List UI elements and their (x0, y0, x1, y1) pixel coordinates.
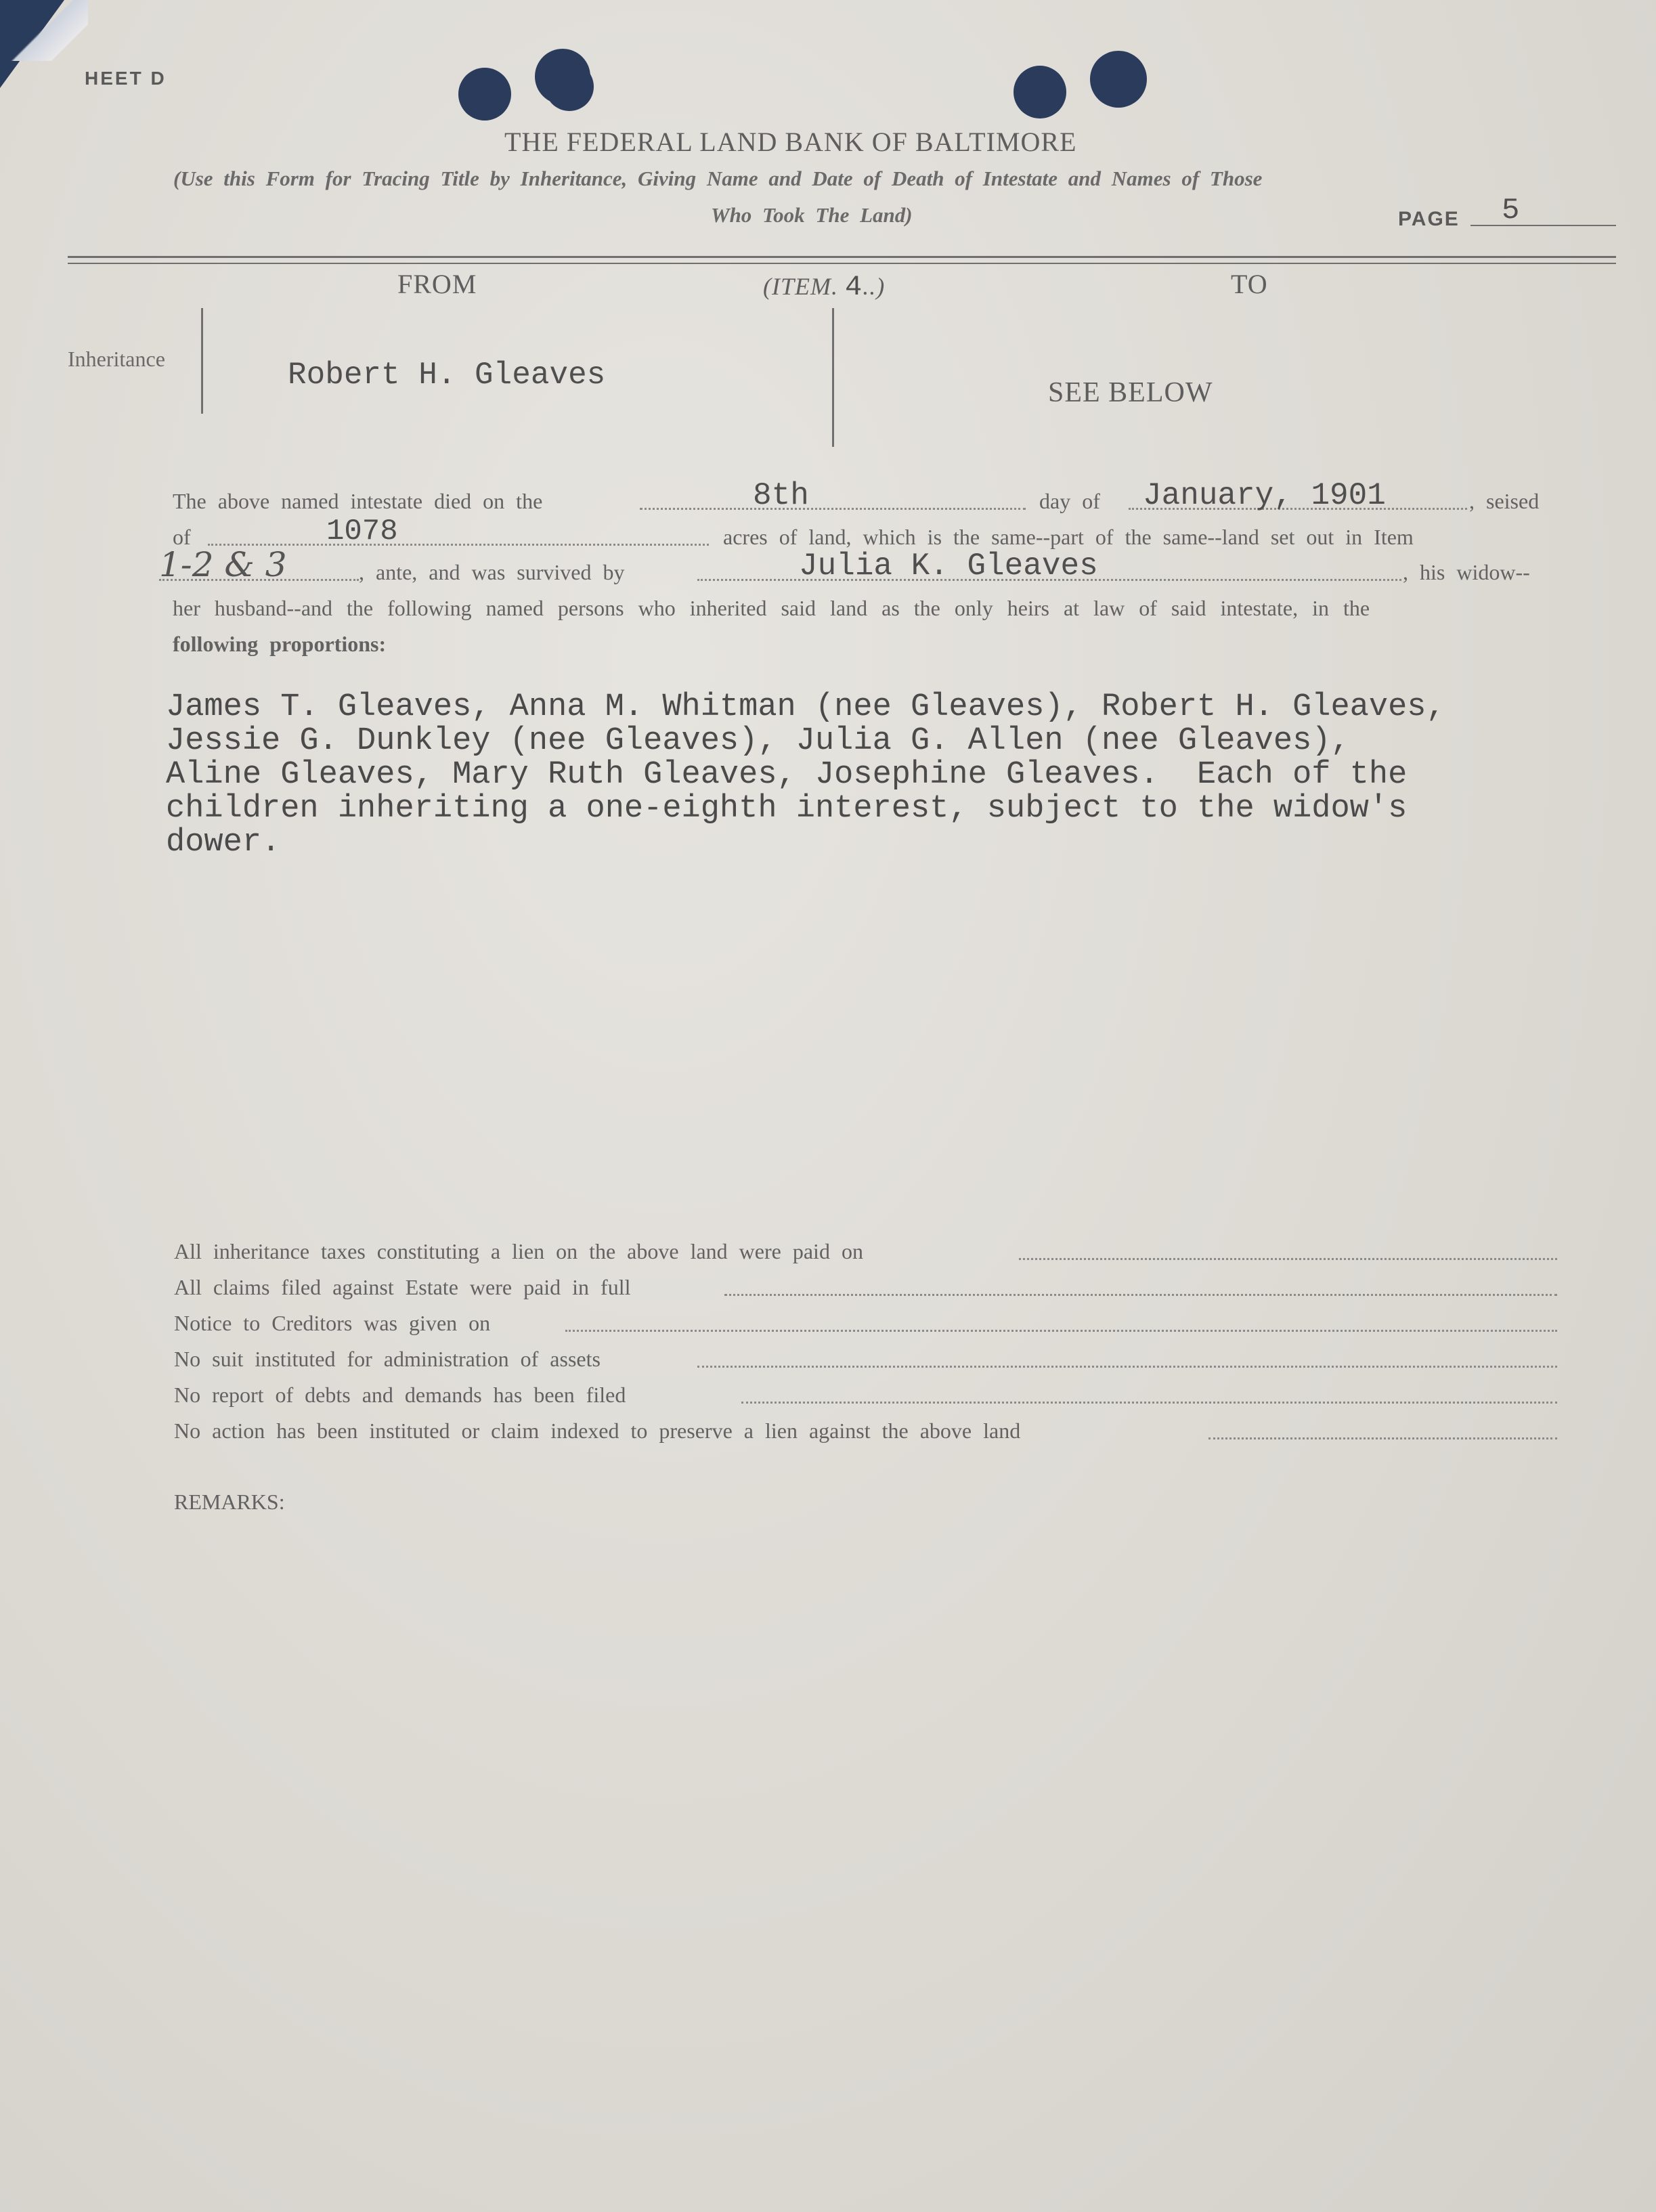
from-label: FROM (397, 269, 477, 299)
punch-hole (1090, 51, 1147, 108)
checklist-line (1019, 1258, 1557, 1260)
grantor-name: Robert H. Gleaves (288, 357, 606, 393)
page-number: 5 (1502, 194, 1520, 227)
statement-text-3: , seised (1469, 489, 1540, 513)
column-divider-center (832, 308, 834, 447)
statement-text-7: , his widow-- (1403, 560, 1530, 584)
item-suffix: ..) (863, 273, 886, 300)
page-number-line (1470, 225, 1616, 226)
survivor-name: Julia K. Gleaves (799, 548, 1098, 584)
item-number: 4 (844, 271, 863, 303)
item-label (763, 271, 885, 303)
death-day-value: 8th (753, 478, 809, 513)
folded-corner-highlight (0, 0, 88, 61)
item-prefix: (ITEM. (763, 273, 838, 300)
checklist-item-notice: Notice to Creditors was given on (174, 1311, 491, 1335)
grantee-value: SEE BELOW (1048, 377, 1213, 408)
checklist-line (1208, 1437, 1557, 1439)
punch-hole (458, 68, 511, 121)
page-label: PAGE (1398, 208, 1460, 230)
punch-hole (1014, 66, 1066, 118)
checklist-line (741, 1402, 1557, 1404)
bank-title: THE FEDERAL LAND BANK OF BALTIMORE (504, 127, 1077, 157)
statement-text-6: , ante, and was survived by (359, 560, 625, 584)
death-month-year-value: January, 1901 (1143, 478, 1386, 513)
death-day-line (640, 508, 1026, 510)
to-label: TO (1231, 269, 1268, 299)
statement-text-4: of (173, 525, 191, 549)
statement-text-8: her husband--and the following named persons who inherited said land as the only heirs at law of said intestate, in the (173, 596, 1370, 620)
checklist-item-report: No report of debts and demands has been filed (174, 1383, 626, 1407)
form-instructions-line1: (Use this Form for Tracing Title by Inheritance, Giving Name and Date of Death of Intestate and Names of Those (173, 167, 1263, 190)
statement-text-9: following proportions: (173, 632, 387, 656)
heirs-line: James T. Gleaves, Anna M. Whitman (nee Gleaves), Robert H. Gleaves, (166, 689, 1445, 725)
item-reference-line (159, 579, 359, 581)
header-rule-top (68, 256, 1616, 258)
checklist-item-claims: All claims filed against Estate were paid in full (174, 1275, 631, 1299)
checklist-item-suit: No suit instituted for administration of assets (174, 1347, 601, 1371)
item-reference-handwritten: 1-2 & 3 (159, 545, 287, 584)
sheet-label: HEET D (85, 68, 167, 89)
heirs-line: dower. (166, 825, 281, 861)
statement-text-2: day of (1039, 489, 1100, 513)
heirs-line: children inheriting a one-eighth interest, subject to the widow's (166, 791, 1408, 827)
header-rule-bottom (68, 263, 1616, 264)
heirs-paragraph (166, 691, 1445, 860)
checklist-line (724, 1294, 1557, 1296)
column-divider-left (201, 308, 203, 414)
checklist-item-taxes: All inheritance taxes constituting a lien on the above land were paid on (174, 1239, 863, 1263)
statement-text-1: The above named intestate died on the (173, 489, 543, 513)
heirs-line: Aline Gleaves, Mary Ruth Gleaves, Josephine Gleaves. Each of the (166, 757, 1408, 793)
punch-hole (545, 62, 594, 111)
acres-value: 1078 (326, 515, 398, 548)
statement-text-5: acres of land, which is the same--part of the same--land set out in Item (723, 525, 1414, 549)
checklist-line (565, 1330, 1557, 1332)
form-instructions-line2: Who Took The Land) (711, 203, 913, 227)
conveyance-type-label: Inheritance (68, 347, 165, 371)
checklist-line (697, 1366, 1557, 1368)
checklist-item-action: No action has been instituted or claim indexed to preserve a lien against the above land (174, 1418, 1021, 1443)
heirs-line: Jessie G. Dunkley (nee Gleaves), Julia G. Allen (nee Gleaves), (166, 723, 1350, 759)
remarks-label: REMARKS: (174, 1490, 285, 1514)
